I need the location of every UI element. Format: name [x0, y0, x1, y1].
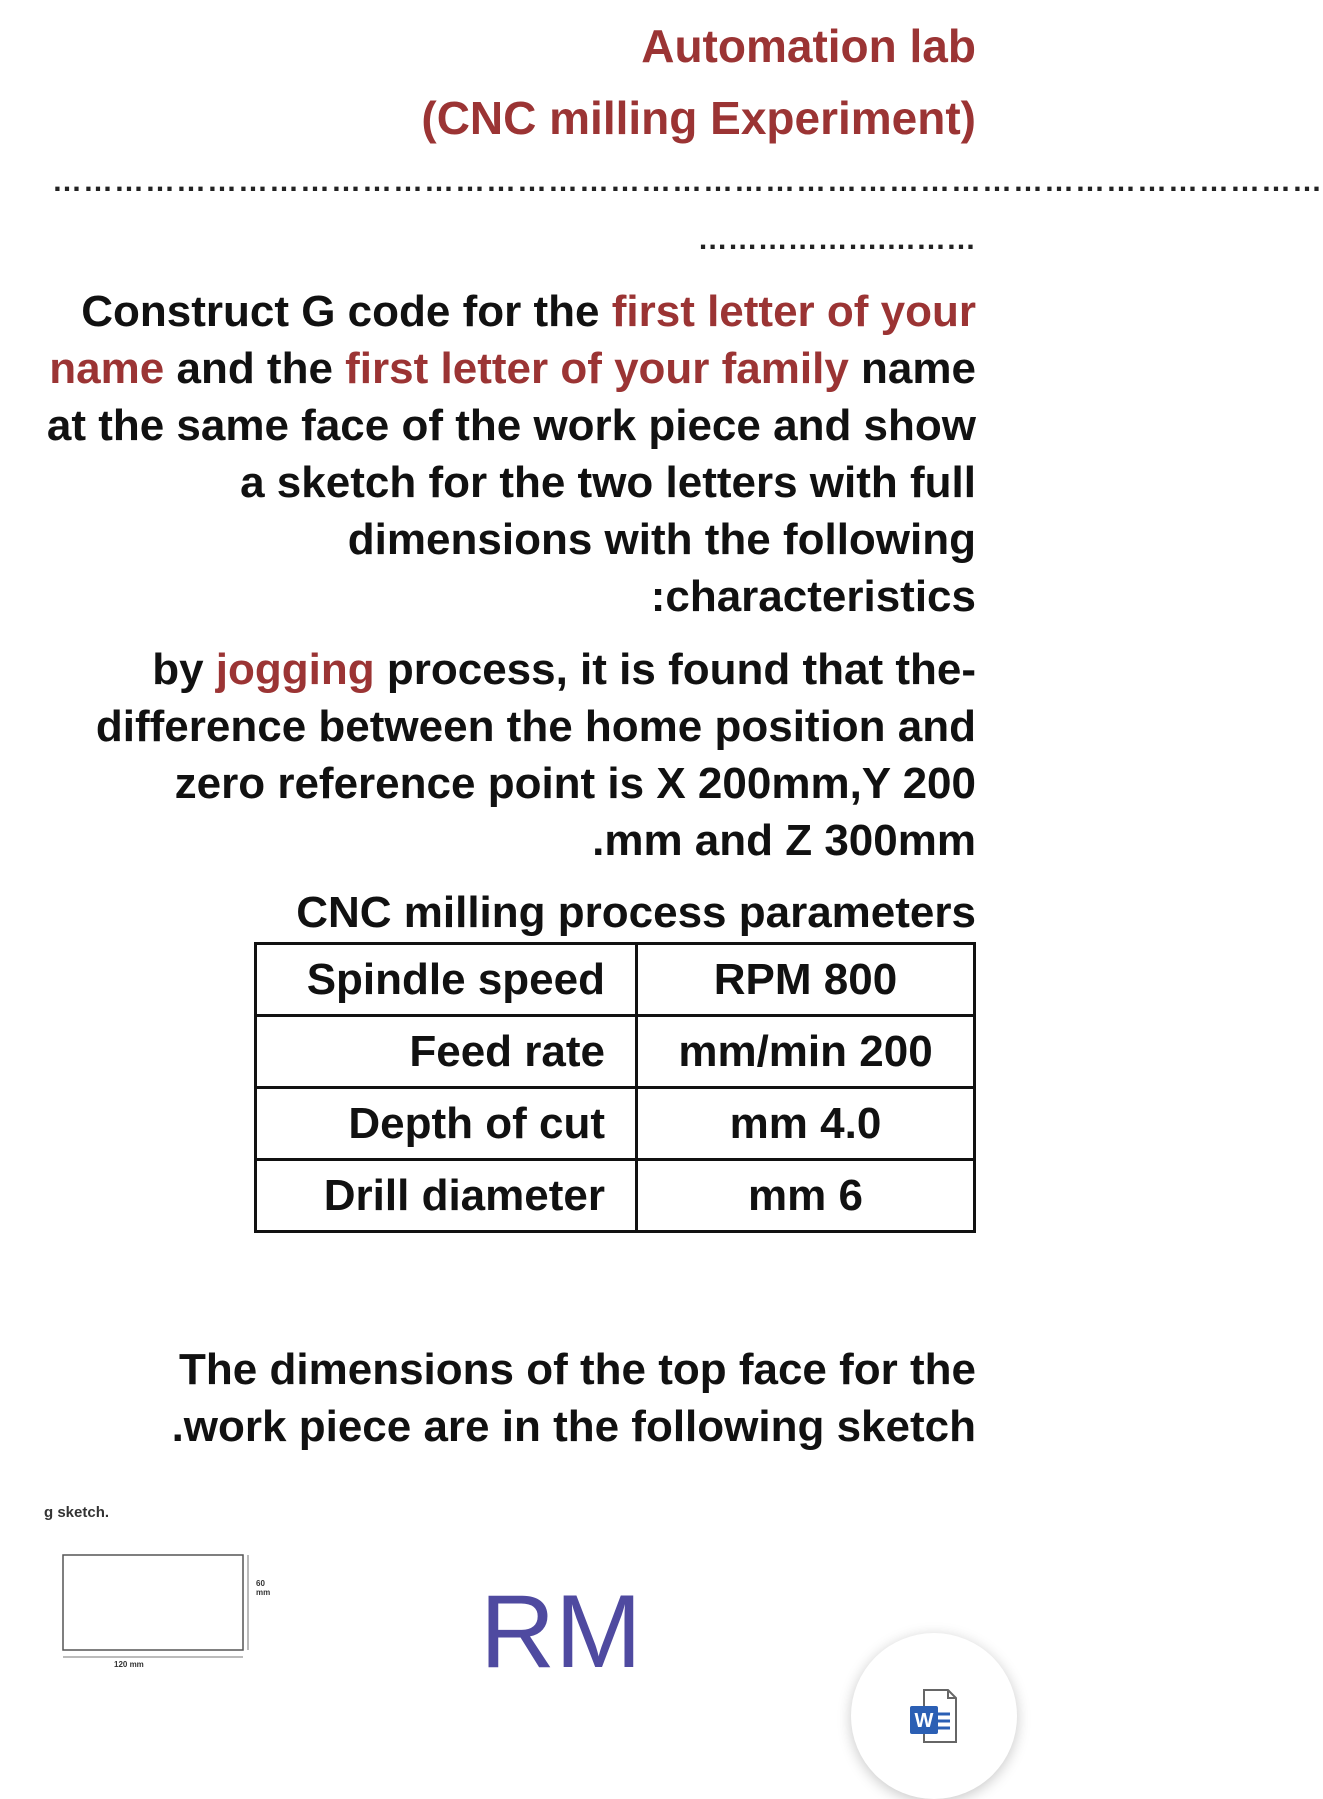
task-text: Construct G code for the: [81, 287, 612, 336]
sketch-height-value: 60: [256, 1579, 265, 1588]
workpiece-sketch: [44, 1505, 284, 1675]
jogging-text: .mm and Z 300mm: [592, 816, 976, 865]
sketch-width-dimension: 120 mm: [114, 1660, 144, 1669]
word-document-icon: [898, 1680, 970, 1752]
table-row: [256, 1088, 975, 1160]
page-title: [421, 10, 976, 154]
task-instructions: [46, 283, 976, 625]
open-in-word-button[interactable]: [851, 1633, 1017, 1799]
param-value: RPM 800: [637, 944, 975, 1016]
table-row: [256, 1016, 975, 1088]
task-highlight-family-letter: first letter of your family: [345, 344, 849, 393]
jogging-paragraph: [46, 641, 976, 869]
title-line-2: (CNC milling Experiment): [421, 92, 976, 144]
params-table-caption: CNC milling process parameters: [296, 888, 976, 937]
param-value: mm 4.0: [637, 1088, 975, 1160]
task-text: :characteristics: [650, 572, 976, 621]
handwritten-initials: RM: [480, 1574, 642, 1690]
task-text: and the: [164, 344, 346, 393]
dimensions-line-1: The dimensions of the top face for the: [179, 1345, 976, 1394]
jogging-text: process, it is found that the-difference between the home position and zero reference point is X 200mm,Y 200: [95, 645, 976, 808]
sketch-caption: g sketch.: [44, 1504, 110, 1521]
params-table: [254, 942, 976, 1233]
name-blank-dotted-line: ……………………………………………………………………………………………………………: [52, 165, 1323, 198]
dimensions-line-2: .work piece are in the following sketch: [171, 1402, 976, 1451]
param-label: Drill diameter: [256, 1160, 637, 1232]
title-line-1: Automation lab: [641, 20, 976, 72]
param-value: mm 6: [637, 1160, 975, 1232]
param-label: Depth of cut: [256, 1088, 637, 1160]
sketch-height-dimension: [256, 1579, 270, 1597]
jogging-highlight: jogging: [215, 645, 375, 694]
word-icon-letter: W: [914, 1710, 934, 1732]
task-text: name at the same face of the work piece and show a sketch for the two letters with full dimensions with the following: [46, 344, 976, 564]
table-row: [256, 944, 975, 1016]
task-highlight-first-letter: first letter of your name: [49, 287, 976, 393]
param-label: Feed rate: [256, 1016, 637, 1088]
sketch-height-unit: mm: [256, 1588, 271, 1597]
table-row: [256, 1160, 975, 1232]
param-label: Spindle speed: [256, 944, 637, 1016]
workpiece-outline: [44, 1505, 284, 1675]
dimensions-paragraph: [172, 1341, 976, 1455]
jogging-text: by: [152, 645, 216, 694]
param-value: mm/min 200: [637, 1016, 975, 1088]
id-blank-dotted-line: ……………….………: [697, 223, 976, 256]
